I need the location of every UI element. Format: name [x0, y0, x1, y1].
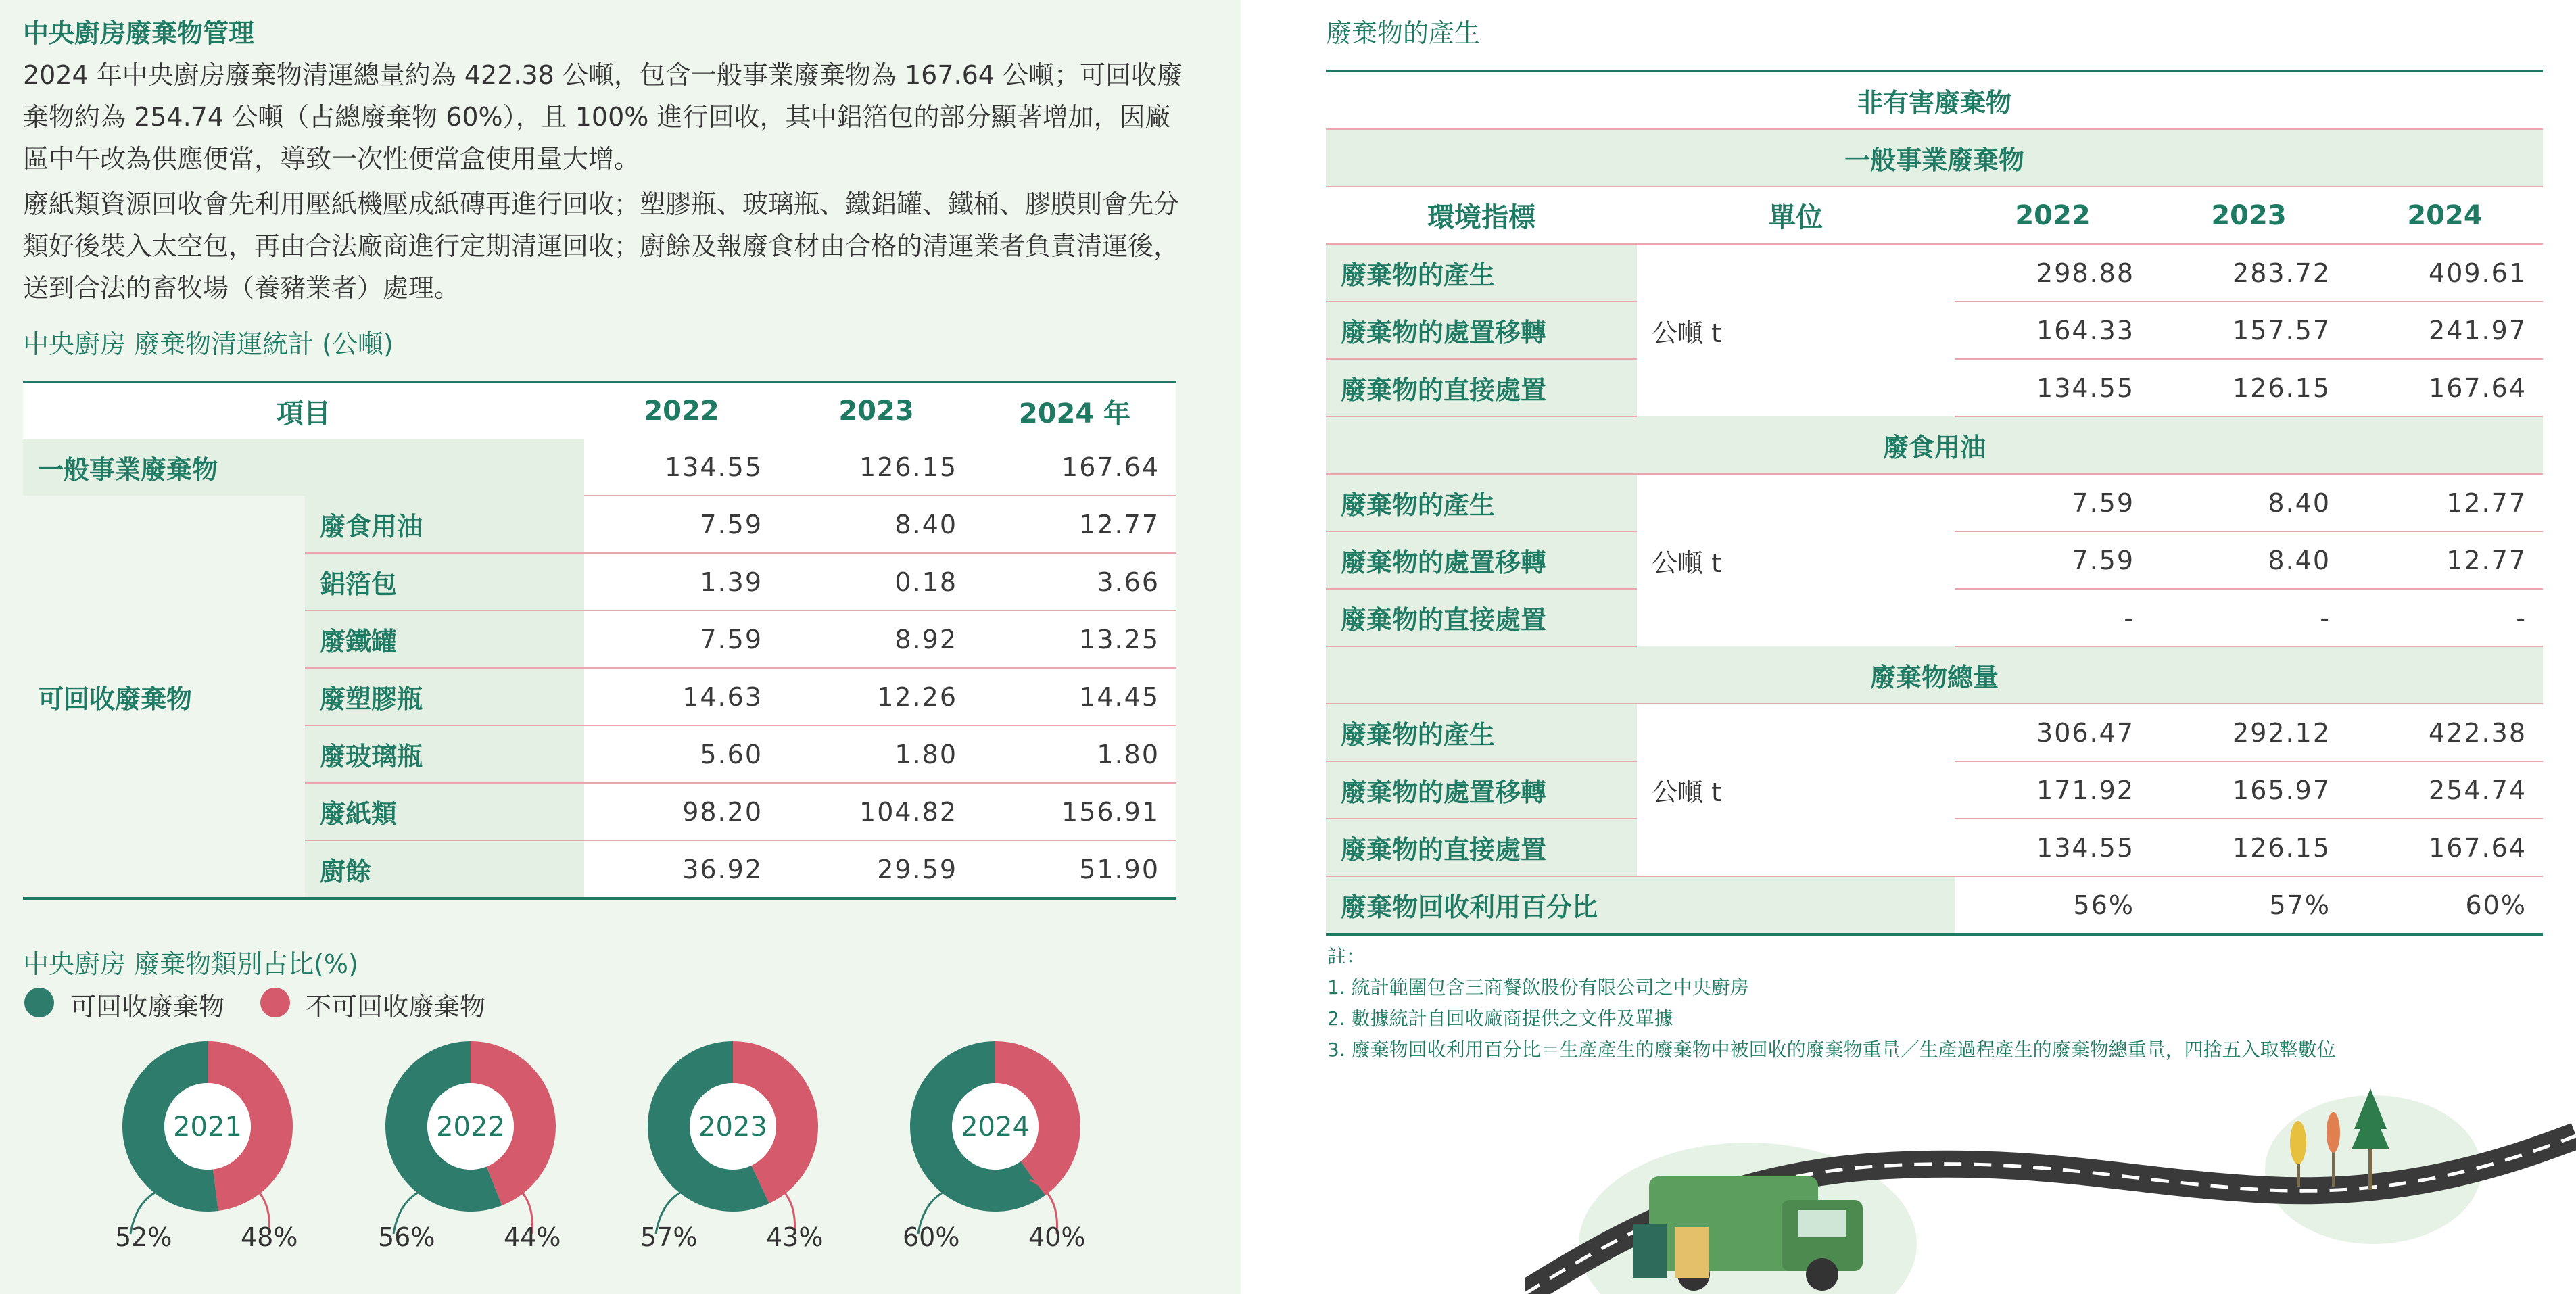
- band-non-hazardous: 非有害廢棄物: [1326, 71, 2543, 129]
- donut-pct-non-recyclable: 40%: [1028, 1222, 1086, 1252]
- row-label: 廢棄物的產生: [1326, 704, 1637, 761]
- cell-value: 126.15: [2151, 819, 2347, 876]
- cell-value: 36.92: [584, 840, 779, 898]
- cell-value: 167.64: [974, 439, 1176, 496]
- cell-value: 12.77: [974, 496, 1176, 553]
- col-header-indicator: 環境指標: [1326, 187, 1637, 244]
- cell-value: 13.25: [974, 610, 1176, 668]
- col-header-item: 項目: [23, 382, 584, 439]
- band-cooking-oil: 廢食用油: [1326, 416, 2543, 474]
- row-label: 廢棄物的產生: [1326, 244, 1637, 302]
- band-general-waste: 一般事業廢棄物: [1326, 129, 2543, 187]
- table-row: [1326, 474, 2543, 531]
- table-title: 中央廚房 廢棄物清運統計 (公噸): [23, 329, 393, 359]
- cell-value: 14.63: [584, 668, 779, 725]
- row-label: 廢棄物的處置移轉: [1326, 302, 1637, 359]
- legend-label-non-recyclable: 不可回收廢棄物: [306, 992, 486, 1022]
- cell-value: 8.40: [2151, 474, 2347, 531]
- cell-value: 1.80: [779, 725, 974, 783]
- cell-value: -: [2151, 589, 2347, 646]
- cell-value: 164.33: [1955, 302, 2151, 359]
- cell-value: 3.66: [974, 553, 1176, 610]
- cell-value: 134.55: [1955, 819, 2151, 876]
- row-label: 廢棄物的直接處置: [1326, 359, 1637, 416]
- table-row-recycle-rate: [1326, 876, 2543, 934]
- donut-year-label: 2022: [436, 1111, 505, 1143]
- band-row: [1326, 71, 2543, 129]
- waste-clearance-table: [23, 381, 1176, 900]
- cell-value: 126.15: [2151, 359, 2347, 416]
- col-header-2024: 2024: [2347, 187, 2543, 244]
- cell-value: 104.82: [779, 783, 974, 840]
- footnote-item: 3. 廢棄物回收利用百分比＝生產產生的廢棄物中被回收的廢棄物重量／生產過程產生的廢棄物總重量，四捨五入取整數位: [1327, 1038, 2336, 1061]
- donut-pct-recyclable: 52%: [115, 1222, 172, 1252]
- cell-value: -: [2347, 589, 2543, 646]
- cell-value: 8.92: [779, 610, 974, 668]
- cell-value: 56%: [1955, 876, 2151, 934]
- col-header-2022: 2022: [584, 382, 779, 439]
- cell-value: 5.60: [584, 725, 779, 783]
- col-header-2023: 2023: [2151, 187, 2347, 244]
- band-total-waste: 廢棄物總量: [1326, 646, 2543, 704]
- truck-road-illustration: [1525, 1055, 2576, 1294]
- row-label: 廢玻璃瓶: [305, 725, 584, 783]
- cell-value: 167.64: [2347, 359, 2543, 416]
- donut-pct-recyclable: 56%: [378, 1222, 435, 1252]
- row-label: 廢棄物的直接處置: [1326, 819, 1637, 876]
- unit-cell: 公噸 t: [1637, 704, 1955, 876]
- table-header-row: [1326, 187, 2543, 244]
- footnote-item: 1. 統計範圍包含三商餐飲股份有限公司之中央廚房: [1327, 976, 1749, 999]
- row-label: 廢棄物的處置移轉: [1326, 531, 1637, 589]
- cell-value: 165.97: [2151, 761, 2347, 819]
- legend-label-recyclable: 可回收廢棄物: [70, 992, 225, 1022]
- cell-value: 7.59: [1955, 474, 2151, 531]
- cell-value: 51.90: [974, 840, 1176, 898]
- cell-value: 12.26: [779, 668, 974, 725]
- cell-value: 241.97: [2347, 302, 2543, 359]
- section-title: 中央廚房廢棄物管理: [23, 18, 255, 48]
- cell-value: 306.47: [1955, 704, 2151, 761]
- unit-cell: 公噸 t: [1652, 318, 1721, 348]
- cell-value: 254.74: [2347, 761, 2543, 819]
- legend-swatch-recyclable: [24, 988, 54, 1017]
- donut-pct-non-recyclable: 43%: [766, 1222, 824, 1252]
- row-label-general: 一般事業廢棄物: [23, 439, 584, 496]
- cell-value: 7.59: [1955, 531, 2151, 589]
- donut-pct-recyclable: 57%: [640, 1222, 698, 1252]
- col-header-2022: 2022: [1955, 187, 2151, 244]
- row-label: 廢食用油: [305, 496, 584, 553]
- band-row: [1326, 129, 2543, 187]
- cell-value: 157.57: [2151, 302, 2347, 359]
- cell-value: 1.39: [584, 553, 779, 610]
- col-header-2023: 2023: [779, 382, 974, 439]
- cell-value: 134.55: [1955, 359, 2151, 416]
- cell-value: 422.38: [2347, 704, 2543, 761]
- cell-value: 12.77: [2347, 531, 2543, 589]
- cell-value: 0.18: [779, 553, 974, 610]
- cell-value: 409.61: [2347, 244, 2543, 302]
- cell-value: 60%: [2347, 876, 2543, 934]
- cell-value: 156.91: [974, 783, 1176, 840]
- cell-value: 29.59: [779, 840, 974, 898]
- cell-value: 126.15: [779, 439, 974, 496]
- table-row: [1326, 244, 2543, 302]
- row-label: 廚餘: [305, 840, 584, 898]
- row-label: 廢棄物的處置移轉: [1326, 761, 1637, 819]
- cell-value: 167.64: [2347, 819, 2543, 876]
- cell-value: 134.55: [584, 439, 779, 496]
- col-header-unit: 單位: [1637, 187, 1955, 244]
- band-row: [1326, 646, 2543, 704]
- band-row: [1326, 416, 2543, 474]
- intro-paragraph: 2024 年中央廚房廢棄物清運總量約為 422.38 公噸，包含一般事業廢棄物為 167.64 公噸；可回收廢棄物約為 254.74 公噸（占總廢棄物 60%），且 100% 進行回收，其中鋁箔包的部分顯著增加，因廠區中午改為供應便當，導致一次性便當盒使用量大增。: [23, 60, 1183, 174]
- row-label-recycle-rate: 廢棄物回收利用百分比: [1326, 876, 1955, 934]
- legend-swatch-non-recyclable: [260, 988, 290, 1017]
- table-row: [23, 439, 1176, 496]
- footnote-item: 2. 數據統計自回收廠商提供之文件及單據: [1327, 1007, 1673, 1030]
- donut-pct-non-recyclable: 48%: [241, 1222, 298, 1252]
- cell-value: 298.88: [1955, 244, 2151, 302]
- donut-pct-non-recyclable: 44%: [504, 1222, 561, 1252]
- row-label: 廢紙類: [305, 783, 584, 840]
- left-panel: [0, 0, 1241, 1294]
- table-header-row: [23, 382, 1176, 439]
- donut-year-label: 2023: [698, 1111, 767, 1143]
- row-label: 廢塑膠瓶: [305, 668, 584, 725]
- row-label: 鋁箔包: [305, 553, 584, 610]
- cell-value: -: [1955, 589, 2151, 646]
- cell-value: 292.12: [2151, 704, 2347, 761]
- cell-value: 171.92: [1955, 761, 2151, 819]
- row-label: 廢鐵罐: [305, 610, 584, 668]
- donut-year-label: 2024: [961, 1111, 1030, 1143]
- row-label-recyclable: 可回收廢棄物: [23, 496, 305, 898]
- cell-value: 8.40: [2151, 531, 2347, 589]
- donut-pct-recyclable: 60%: [903, 1222, 960, 1252]
- unit-cell: 公噸 t: [1652, 548, 1721, 578]
- cell-value: 12.77: [2347, 474, 2543, 531]
- cell-value: 7.59: [584, 496, 779, 553]
- donut-section-title: 中央廚房 廢棄物類別占比(%): [23, 949, 358, 979]
- row-label: 廢棄物的產生: [1326, 474, 1637, 531]
- table-row: [1326, 704, 2543, 761]
- table-row: [23, 496, 1176, 553]
- footnotes: [1327, 941, 2336, 1065]
- cell-value: 14.45: [974, 668, 1176, 725]
- col-header-2024: 2024 年: [974, 382, 1176, 439]
- cell-value: 7.59: [584, 610, 779, 668]
- recycling-paragraph: 廢紙類資源回收會先利用壓紙機壓成紙磚再進行回收；塑膠瓶、玻璃瓶、鐵鋁罐、鐵桶、膠膜則會先分類好後裝入太空包，再由合法廠商進行定期清運回收；廚餘及報廢食材由合格的清運業者負責清運後，送到合法的畜牧場（養豬業者）處理。: [23, 189, 1180, 303]
- cell-value: 57%: [2151, 876, 2347, 934]
- right-section-title: 廢棄物的產生: [1326, 18, 1481, 48]
- cell-value: 283.72: [2151, 244, 2347, 302]
- cell-value: 1.80: [974, 725, 1176, 783]
- donut-year-label: 2021: [173, 1111, 242, 1143]
- row-label: 廢棄物的直接處置: [1326, 589, 1637, 646]
- footnote-heading: 註：: [1327, 945, 1366, 967]
- cell-value: 8.40: [779, 496, 974, 553]
- waste-generation-table: [1326, 70, 2543, 936]
- cell-value: 98.20: [584, 783, 779, 840]
